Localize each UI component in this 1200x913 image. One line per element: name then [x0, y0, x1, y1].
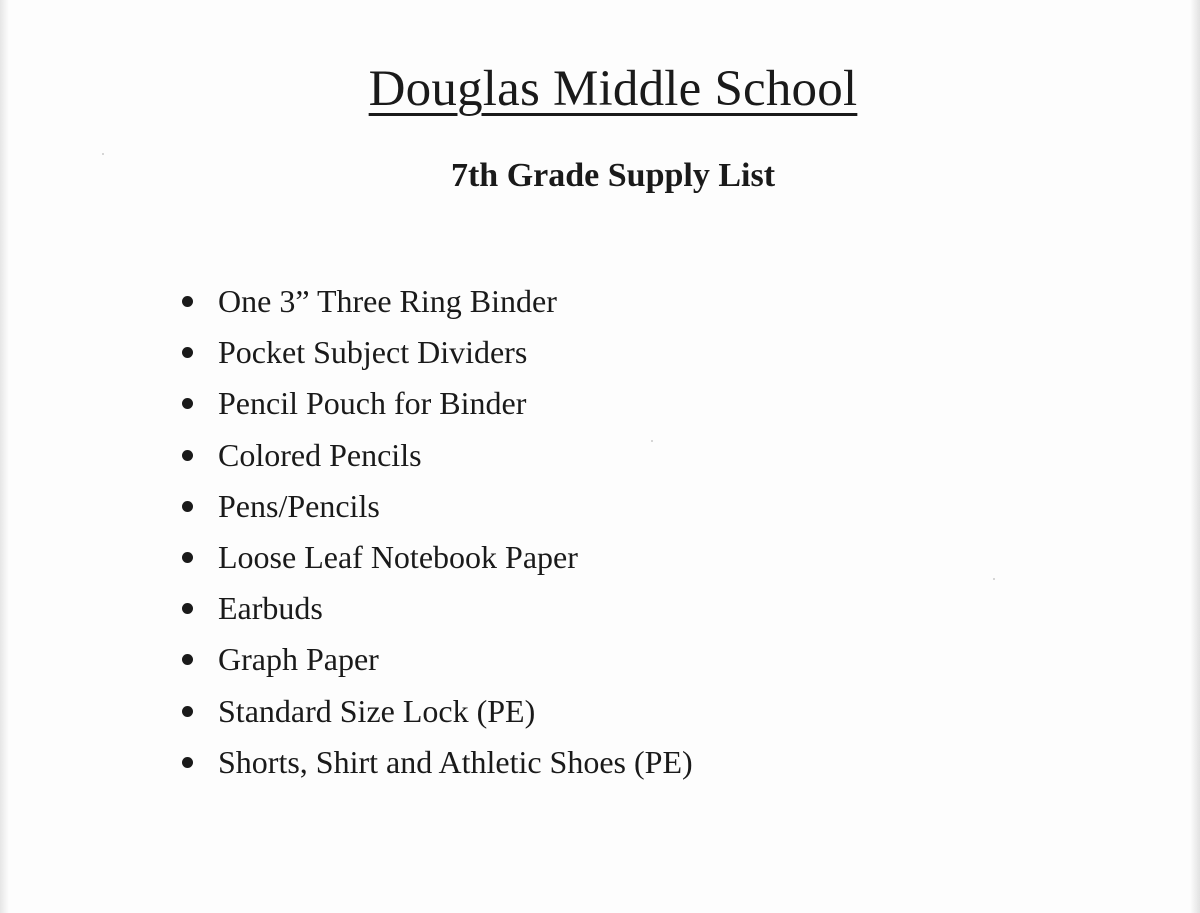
list-item	[180, 583, 693, 634]
list-item	[180, 430, 693, 481]
bullet-icon	[182, 347, 193, 358]
scan-speck	[651, 440, 653, 442]
list-item-text: Graph Paper	[218, 641, 379, 678]
page-edge-left	[0, 0, 9, 913]
page-title-text: Douglas Middle School	[368, 61, 858, 117]
bullet-icon	[182, 398, 193, 409]
bullet-icon	[182, 501, 193, 512]
list-item	[180, 634, 693, 685]
bullet-icon	[182, 603, 193, 614]
bullet-icon	[182, 552, 193, 563]
scan-speck	[993, 578, 995, 580]
scan-speck	[102, 153, 104, 155]
list-item-text: Pocket Subject Dividers	[218, 334, 528, 371]
list-item	[180, 378, 693, 429]
list-item-text: Earbuds	[218, 590, 323, 627]
list-item	[180, 481, 693, 532]
bullet-icon	[182, 757, 193, 768]
list-item	[180, 532, 693, 583]
page-edge-right	[1190, 0, 1200, 913]
page-title	[0, 58, 1200, 120]
list-item	[180, 686, 693, 737]
supply-list	[180, 276, 693, 788]
list-item-text: Colored Pencils	[218, 436, 422, 473]
bullet-icon	[182, 450, 193, 461]
list-item-text: Loose Leaf Notebook Paper	[218, 538, 578, 575]
list-item	[180, 276, 693, 327]
list-item	[180, 327, 693, 378]
bullet-icon	[182, 296, 193, 307]
list-item-text: Standard Size Lock (PE)	[218, 692, 536, 729]
list-item-text: One 3” Three Ring Binder	[218, 283, 557, 319]
list-item-text: Shorts, Shirt and Athletic Shoes (PE)	[218, 743, 693, 780]
list-item	[180, 737, 693, 788]
list-item-text: Pencil Pouch for Binder	[218, 385, 527, 422]
list-item-text: Pens/Pencils	[218, 487, 380, 524]
bullet-icon	[182, 654, 193, 665]
page-subtitle: 7th Grade Supply List	[450, 157, 776, 194]
bullet-icon	[182, 706, 193, 717]
